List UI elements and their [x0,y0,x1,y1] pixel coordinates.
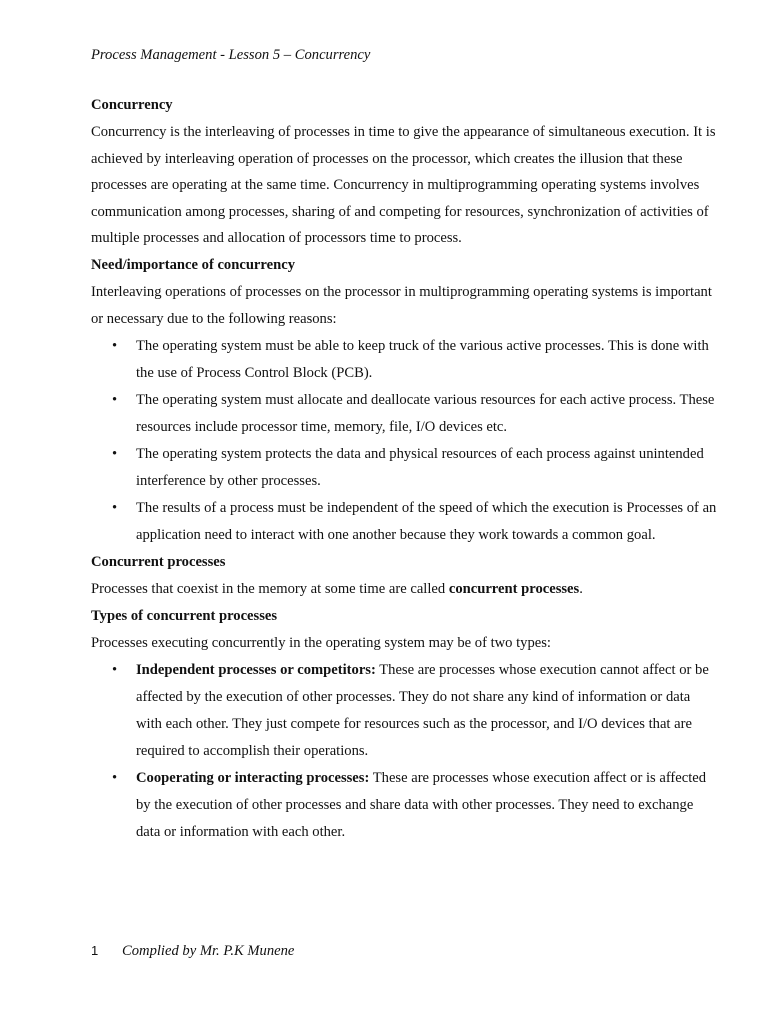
page-footer [91,941,294,961]
paragraph-types: Processes executing concurrently in the operating system may be of two types: [91,634,551,651]
list-item-text: The operating system must allocate and deallocate various resources for each active process. These resources include processor time, memory, file, I/O devices etc. [136,391,715,435]
list-item-text: The operating system protects the data and physical resources of each process against unintended interference by other processes. [136,445,704,489]
list-item-text: These are processes whose execution cannot affect or be affected by the execution of other processes. They do not share any kind of information or data with each other. They just compete for resources such as the processor, and I/O devices that are required to accomplish their operations. [136,661,709,759]
bullet-icon: • [112,499,118,516]
concurrent-term: concurrent processes [448,580,580,597]
list-item-term: Cooperating or interacting processes: [136,769,370,786]
concurrent-text-start: Processes that coexist in the memory at some time are called [91,580,449,597]
list-item [91,765,719,846]
list-item [91,387,719,441]
bullet-icon: • [112,769,118,786]
list-item-text: These are processes whose execution affect or is affected by the execution of other processes and share data with other processes. They need to exchange data or information with each other. [136,769,707,840]
list-item-text: The results of a process must be independent of the speed of which the execution is Processes of an application need to interact with one another because they work towards a common goal. [136,499,717,543]
heading-types: Types of concurrent processes [91,607,278,624]
list-item [91,495,719,549]
heading-concurrency: Concurrency [91,97,173,113]
footer-credit: Complied by Mr. P.K Munene [122,943,295,959]
list-item [91,441,719,495]
bullet-icon: • [112,391,118,408]
types-list [91,657,719,846]
bullet-icon: • [112,445,118,462]
bullet-icon: • [112,661,118,678]
page-number: 1 [91,943,99,958]
document-body [91,92,719,846]
concurrent-text-end: . [579,580,583,597]
list-item-term: Independent processes or competitors: [136,661,376,678]
list-item-text: The operating system must be able to keep truck of the various active processes. This is done with the use of Process Control Block (PCB). [136,337,709,381]
need-list [91,333,719,549]
list-item [91,657,719,765]
page-header: Process Management - Lesson 5 – Concurrency [91,47,371,63]
list-item [91,333,719,387]
heading-concurrent-processes: Concurrent processes [91,553,226,570]
heading-need: Need/importance of concurrency [91,256,295,273]
paragraph-need: Interleaving operations of processes on the processor in multiprogramming operating systems is important or necessary due to the following reasons: [91,283,712,327]
bullet-icon: • [112,337,118,354]
paragraph-concurrent-processes [91,576,719,603]
paragraph-concurrency: Concurrency is the interleaving of processes in time to give the appearance of simultaneous execution. It is achieved by interleaving operation of processes on the processor, which creates the illusion that these processes are operating at the same time. Concurrency in multiprogramming operating systems involves communication among processes, sharing of and competing for resources, synchronization of activities of multiple processes and allocation of processors time to process. [91,124,716,247]
